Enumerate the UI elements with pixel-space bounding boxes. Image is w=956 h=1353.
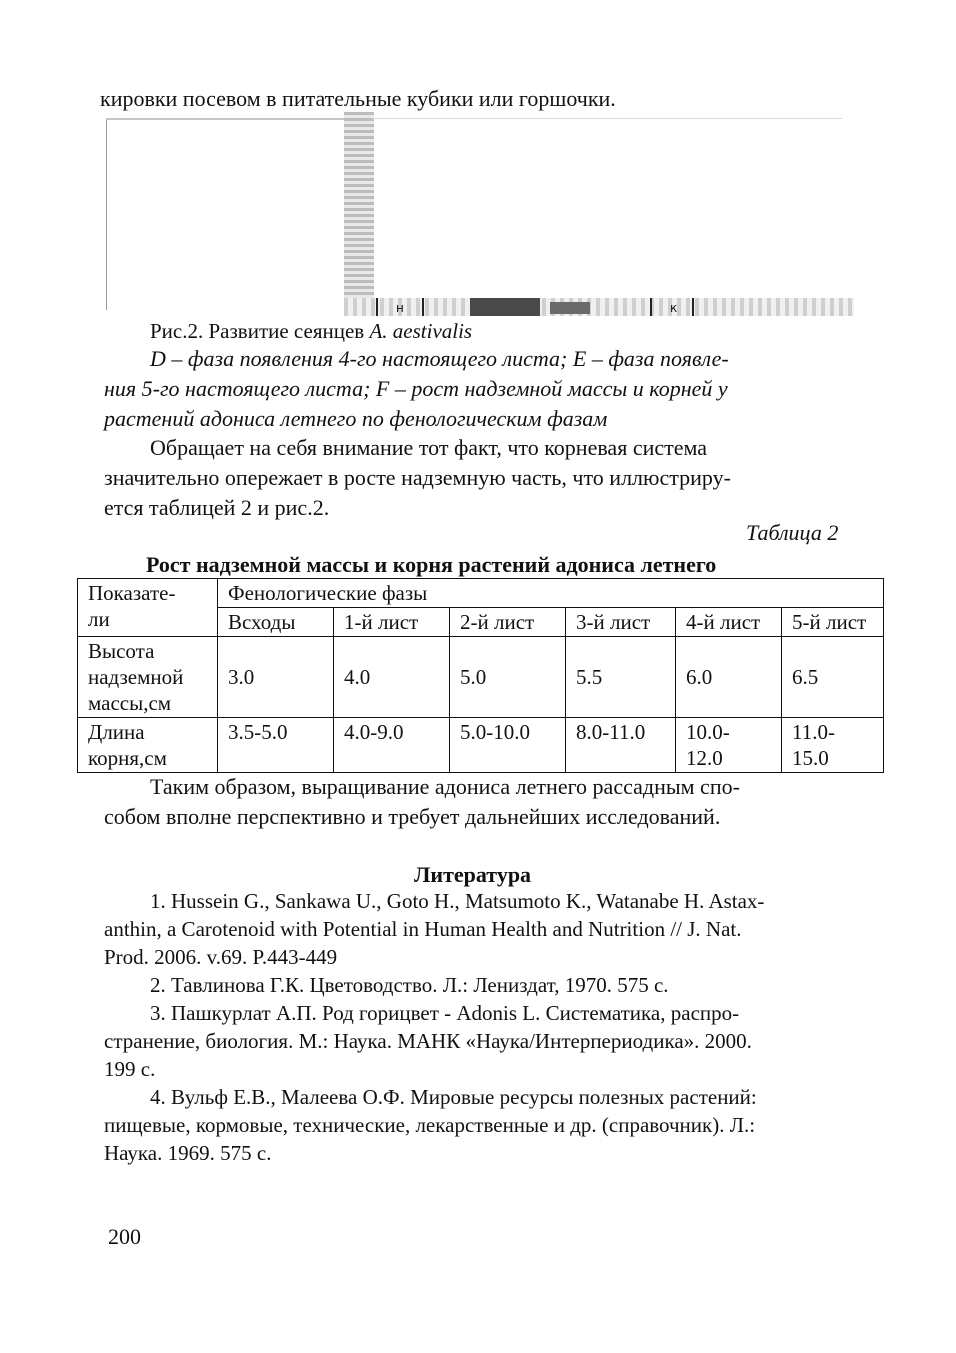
figure-bracket-label: к	[670, 301, 678, 315]
table-phase-header: 5-й лист	[782, 608, 884, 637]
paragraph-line: значительно опережает в росте надземную часть, что иллюстриру-	[104, 465, 731, 490]
reference-line: 199 с.	[104, 1057, 156, 1081]
reference-line: пищевые, кормовые, технические, лекарственные и др. (справочник). Л.:	[104, 1113, 756, 1137]
paragraph-line: Обращает на себя внимание тот факт, что корневая система	[150, 435, 708, 460]
label-line: Высота	[88, 639, 155, 663]
cell-line: 11.0-	[792, 720, 835, 744]
reference-line: Prod. 2006. v.69. P.443-449	[104, 945, 338, 969]
figure-edge	[372, 118, 842, 119]
reference-line: 4. Вульф Е.В., Малеева О.Ф. Мировые ресурсы полезных растений:	[150, 1085, 757, 1109]
figure-bracket-label: н	[396, 301, 404, 315]
figure-legend-line: D – фаза появления 4-го настоящего листа; E – фаза появле-	[150, 346, 729, 371]
cell-line: 15.0	[792, 746, 829, 770]
figure-caption-prefix: Рис.2. Развитие сеянцев	[150, 319, 365, 343]
header-line: ли	[88, 607, 110, 631]
table-corner-header	[78, 579, 218, 637]
reference-line: 1. Hussein G., Sankawa U., Goto H., Matsumoto K., Watanabe H. Astax-	[150, 889, 765, 913]
reference-line: 2. Тавлинова Г.К. Цветоводство. Л.: Лениздат, 1970. 575 с.	[150, 973, 669, 997]
data-table	[77, 578, 883, 773]
figure-tick	[376, 298, 378, 316]
figure-fragment	[104, 112, 856, 322]
table-cell	[782, 718, 884, 773]
table-cell: 5.5	[566, 637, 676, 718]
table-cell: 5.0	[450, 637, 566, 718]
table-cell: 4.0	[334, 637, 450, 718]
figure-legend-line: ния 5-го настоящего листа; F – рост надземной массы и корней у	[104, 376, 728, 401]
paragraph-line: собом вполне перспективно и требует дальнейших исследований.	[104, 804, 721, 829]
table-row	[78, 637, 884, 718]
table-cell: 6.0	[676, 637, 782, 718]
cell-line: 12.0	[686, 746, 723, 770]
table-row	[78, 718, 884, 773]
table-title: Рост надземной массы и корня растений адониса летнего	[146, 552, 717, 577]
table-row-label	[78, 637, 218, 718]
header-line: Показате-	[88, 581, 176, 605]
label-line: массы,см	[88, 691, 172, 715]
page-number: 200	[108, 1224, 141, 1249]
figure-tick	[650, 298, 652, 316]
references-heading: Литература	[414, 862, 532, 887]
figure-tick	[422, 298, 424, 316]
figure-edge	[106, 118, 346, 120]
figure-caption-species: A. aestivalis	[369, 319, 473, 343]
figure-legend-line: растений адониса летнего по фенологическим фазам	[104, 406, 608, 431]
reference-line: 3. Пашкурлат А.П. Род горицвет - Adonis L. Систематика, распро-	[150, 1001, 740, 1025]
table-cell: 3.0	[218, 637, 334, 718]
table-phase-header: Всходы	[218, 608, 334, 637]
table-phase-header: 4-й лист	[676, 608, 782, 637]
table-phase-header: 1-й лист	[334, 608, 450, 637]
reference-line: Наука. 1969. 575 с.	[104, 1141, 272, 1165]
table-phase-header: 3-й лист	[566, 608, 676, 637]
cell-line: 10.0-	[686, 720, 730, 744]
label-line: Длина	[88, 720, 145, 744]
figure-edge	[106, 120, 107, 310]
paragraph-line: Таким образом, выращивание адониса летнего рассадным спо-	[150, 774, 740, 799]
reference-line: странение, биология. М.: Наука. МАНК «Наука/Интерпериодика». 2000.	[104, 1029, 752, 1053]
top-line: кировки посевом в питательные кубики или горшочки.	[100, 86, 616, 111]
figure-divider	[344, 112, 374, 312]
figure-caption	[150, 318, 472, 344]
figure-dark-mark	[470, 298, 540, 316]
figure-tick	[692, 298, 694, 316]
reference-line: anthin, a Carotenoid with Potential in Human Health and Nutrition // J. Nat.	[104, 917, 742, 941]
table-group-header: Фенологические фазы	[218, 579, 884, 608]
figure-dark-mark	[550, 302, 590, 314]
table-phase-header: 2-й лист	[450, 608, 566, 637]
table-cell: 3.5-5.0	[218, 718, 334, 773]
label-line: надземной	[88, 665, 184, 689]
table-cell: 8.0-11.0	[566, 718, 676, 773]
table-label: Таблица 2	[746, 520, 839, 545]
table-cell: 4.0-9.0	[334, 718, 450, 773]
table-row-label	[78, 718, 218, 773]
figure-ground-strip	[344, 298, 854, 316]
paragraph-line: ется таблицей 2 и рис.2.	[104, 495, 330, 520]
label-line: корня,см	[88, 746, 167, 770]
table-cell: 5.0-10.0	[450, 718, 566, 773]
table-cell	[676, 718, 782, 773]
table-cell: 6.5	[782, 637, 884, 718]
